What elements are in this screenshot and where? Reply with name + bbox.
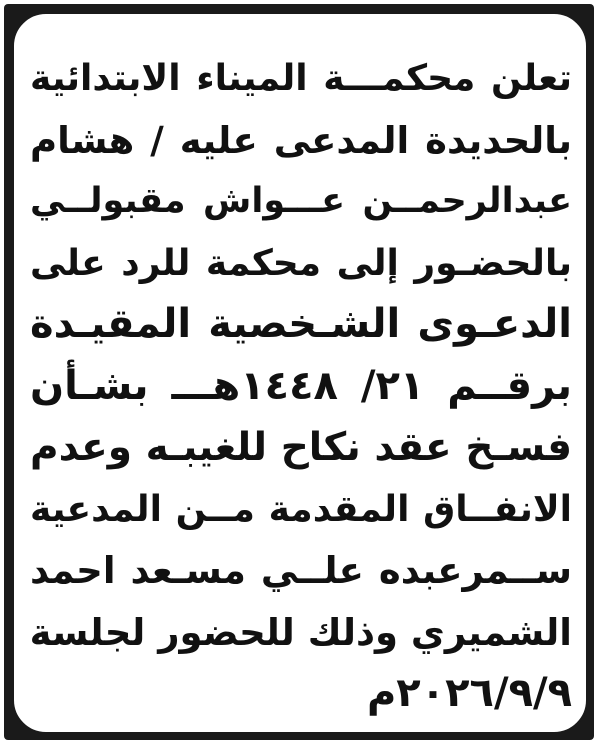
notice-line: فسـخ عقد نكاح للغيبـه وعدم: [30, 425, 572, 470]
notice-line: برقــم ٢١/ ١٤٤٨هـــ بشـأن: [30, 362, 572, 409]
notice-line: ســمرعبده علــي مسـعد احمد: [30, 549, 572, 592]
notice-line: الانفــاق المقدمة مــن المدعية: [30, 488, 572, 530]
notice-line: عبدالرحمــن عـــواش مقبولــي: [30, 181, 572, 221]
court-notice-text: [30, 48, 572, 725]
notice-date-line: ٢٠٢٦/٩/٩م: [366, 670, 572, 716]
notice-line: الشميري وذلك للحضور لجلسة: [30, 610, 572, 654]
notice-line: الدعـوى الشـخصية المقيـدة: [30, 301, 572, 347]
notice-line: بالحديدة المدعى عليه / هشام: [30, 118, 572, 162]
notice-line: بالحضـور إلى محكمة للرد على: [30, 242, 572, 284]
notice-line: تعلن محكمـــة الميناء الابتدائية: [30, 58, 572, 99]
